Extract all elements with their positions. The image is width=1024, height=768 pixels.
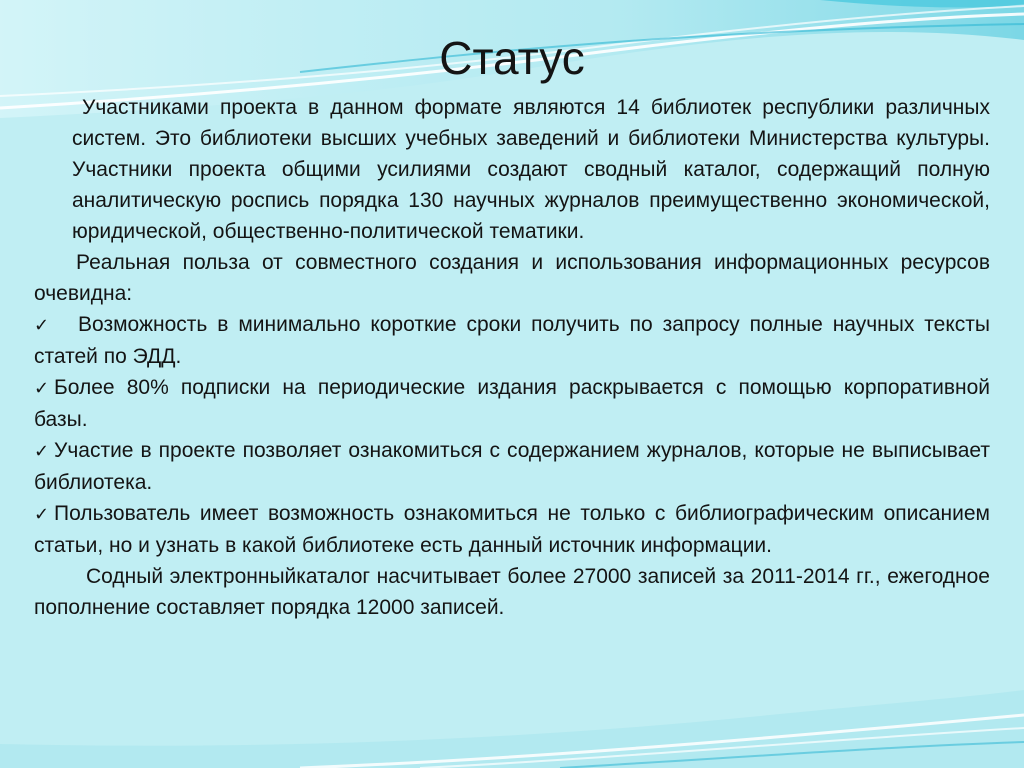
bullet-item xyxy=(34,372,990,435)
slide-body xyxy=(34,92,990,623)
bullet-item xyxy=(34,498,990,561)
benefit-lead-paragraph: Реальная польза от совместного создания и использования информационных ресурсов очевидна: xyxy=(34,251,990,305)
bullet-item xyxy=(34,309,990,372)
bullet-text: Возможность в минимально короткие сроки получить по запросу полные научных тексты статей по ЭДД. xyxy=(34,313,990,368)
intro-paragraph: Участниками проекта в данном формате являются 14 библиотек республики различных систем. Это библиотеки высших учебных заведений и библиотеки Министерства культуры. Участники проекта общими усилиями создают сводный каталог, содержащий полную аналитическую роспись порядка 130 научных журналов преимущественно экономической, юридической, общественно-политической тематики. xyxy=(72,96,990,243)
checkmark-icon: ✓ xyxy=(34,441,50,462)
checkmark-icon: ✓ xyxy=(34,504,50,525)
closing-paragraph: Содный электронныйкаталог насчитывает более 27000 записей за 2011-2014 гг., ежегодное пополнение составляет порядка 12000 записей. xyxy=(34,565,990,619)
bullet-text: Более 80% подписки на периодические издания раскрывается с помощью корпоративной базы. xyxy=(34,376,990,431)
slide-title: Статус xyxy=(439,32,585,84)
bullet-text: Участие в проекте позволяет ознакомиться с содержанием журналов, которые не выписывает библиотека. xyxy=(34,439,990,494)
bullet-item xyxy=(34,435,990,498)
checkmark-icon: ✓ xyxy=(34,378,50,399)
checkmark-icon: ✓ xyxy=(34,315,50,336)
bullet-text: Пользователь имеет возможность ознакомиться не только с библиографическим описанием статьи, но и узнать в какой библиотеке есть данный источник информации. xyxy=(34,502,990,557)
